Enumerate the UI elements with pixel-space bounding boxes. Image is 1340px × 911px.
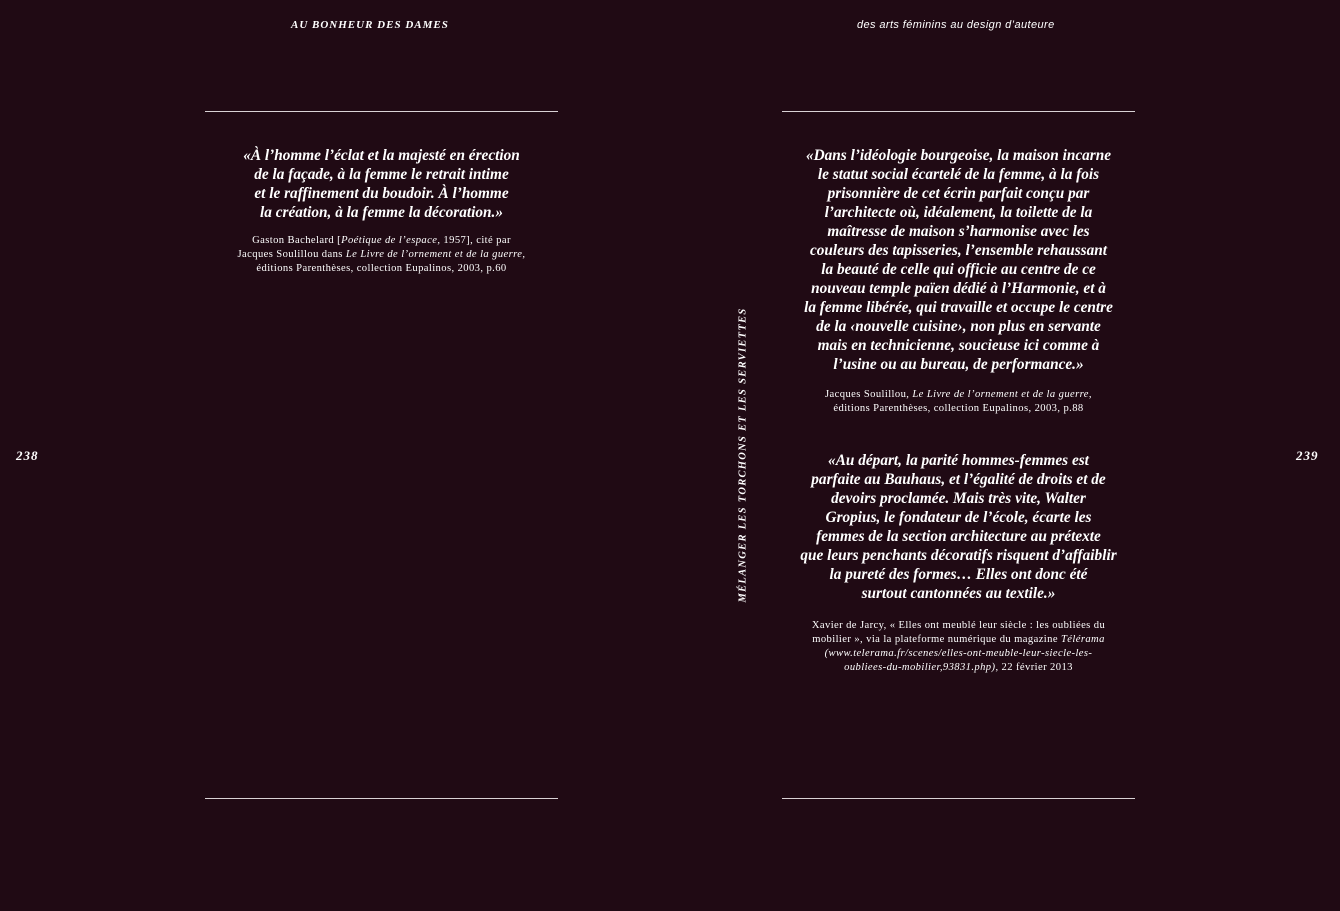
citation-url: (www.telerama.fr/scenes/elles-ont-meuble-leur-siecle-les- [824, 648, 1093, 659]
citation-title: Le Livre de l’ornement et de la guerre [912, 389, 1089, 400]
quote-line: prisonnière de cet écrin parfait conçu par [827, 185, 1090, 202]
citation-text: , 22 février 2013 [995, 662, 1073, 673]
soulillou-quote-block [778, 146, 1139, 416]
quote-line: «Dans l’idéologie bourgeoise, la maison incarne [805, 147, 1112, 164]
jarcy-quote [778, 451, 1139, 603]
citation-text: , [1088, 389, 1092, 400]
citation-text: , [522, 249, 526, 260]
citation-url: oubliees-du-mobilier,93831.php) [844, 662, 996, 673]
bachelard-quote [205, 146, 558, 222]
citation-text: mobilier », via la plateforme numérique du magazine [812, 634, 1061, 645]
quote-line: de la ‹nouvelle cuisine›, non plus en servante [816, 318, 1101, 335]
bottom-rule-right [782, 798, 1135, 799]
bachelard-quote-block [205, 146, 558, 276]
quote-line: la création, à la femme la décoration.» [259, 204, 504, 221]
running-head-left: AU BONHEUR DES DAMES [291, 19, 449, 31]
jarcy-citation [778, 619, 1139, 675]
right-page [670, 0, 1340, 911]
quote-line: parfaite au Bauhaus, et l’égalité de droits et de [811, 471, 1106, 488]
quote-line: la beauté de celle qui officie au centre de ce [821, 261, 1096, 278]
quote-line: femmes de la section architecture au prétexte [816, 528, 1101, 545]
citation-text: éditions Parenthèses, collection Eupalinos, 2003, p.88 [833, 403, 1084, 414]
page-number-left: 238 [16, 448, 39, 463]
quote-line: la femme libérée, qui travaille et occupe le centre [804, 299, 1113, 316]
quote-line: nouveau temple païen dédié à l’Harmonie, et à [811, 280, 1106, 297]
quote-line: et le raffinement du boudoir. À l’homme [254, 185, 509, 202]
soulillou-quote [778, 146, 1139, 374]
vertical-section-title: MÉLANGER LES TORCHONS ET LES SERVIETTES [737, 307, 749, 603]
citation-title: Le Livre de l’ornement et de la guerre [345, 249, 523, 260]
quote-line: «Au départ, la parité hommes-femmes est [828, 452, 1089, 469]
top-rule-right [782, 111, 1135, 112]
citation-text: Jacques Soulillou dans [237, 249, 346, 260]
citation-text: éditions Parenthèses, collection Eupalinos, 2003, p.60 [256, 263, 507, 274]
jarcy-quote-block [778, 451, 1139, 675]
quote-line: surtout cantonnées au textile.» [861, 585, 1056, 602]
citation-title: Télérama [1060, 634, 1105, 645]
quote-line: devoirs proclamée. Mais très vite, Walter [831, 490, 1086, 507]
citation-text: Gaston Bachelard [ [252, 235, 342, 246]
running-head-right: des arts féminins au design d’auteure [857, 19, 1055, 31]
quote-line: que leurs penchants décoratifs risquent d’affaiblir [800, 547, 1117, 564]
quote-line: «À l’homme l’éclat et la majesté en érection [243, 147, 520, 164]
quote-line: l’architecte où, idéalement, la toilette de la [824, 204, 1093, 221]
quote-line: la pureté des formes… Elles ont donc été [829, 566, 1088, 583]
quote-line: de la façade, à la femme le retrait intime [254, 166, 509, 183]
citation-title: Poétique de l’espace [341, 235, 438, 246]
soulillou-citation [778, 388, 1139, 416]
bottom-rule-left [205, 798, 558, 799]
top-rule-left [205, 111, 558, 112]
quote-line: couleurs des tapisseries, l’ensemble rehaussant [809, 242, 1108, 259]
quote-line: l’usine ou au bureau, de performance.» [833, 356, 1084, 373]
quote-line: Gropius, le fondateur de l’école, écarte les [825, 509, 1092, 526]
citation-text: , 1957], cité par [437, 235, 511, 246]
quote-line: le statut social écartelé de la femme, à la fois [817, 166, 1100, 183]
quote-line: maîtresse de maison s’harmonise avec les [827, 223, 1090, 240]
quote-line: mais en technicienne, soucieuse ici comme à [817, 337, 1100, 354]
citation-text: Xavier de Jarcy, « Elles ont meublé leur siècle : les oubliées du [811, 620, 1106, 631]
bachelard-citation [205, 234, 558, 276]
citation-text: Jacques Soulillou, [825, 389, 913, 400]
page-number-right: 239 [1296, 448, 1319, 463]
